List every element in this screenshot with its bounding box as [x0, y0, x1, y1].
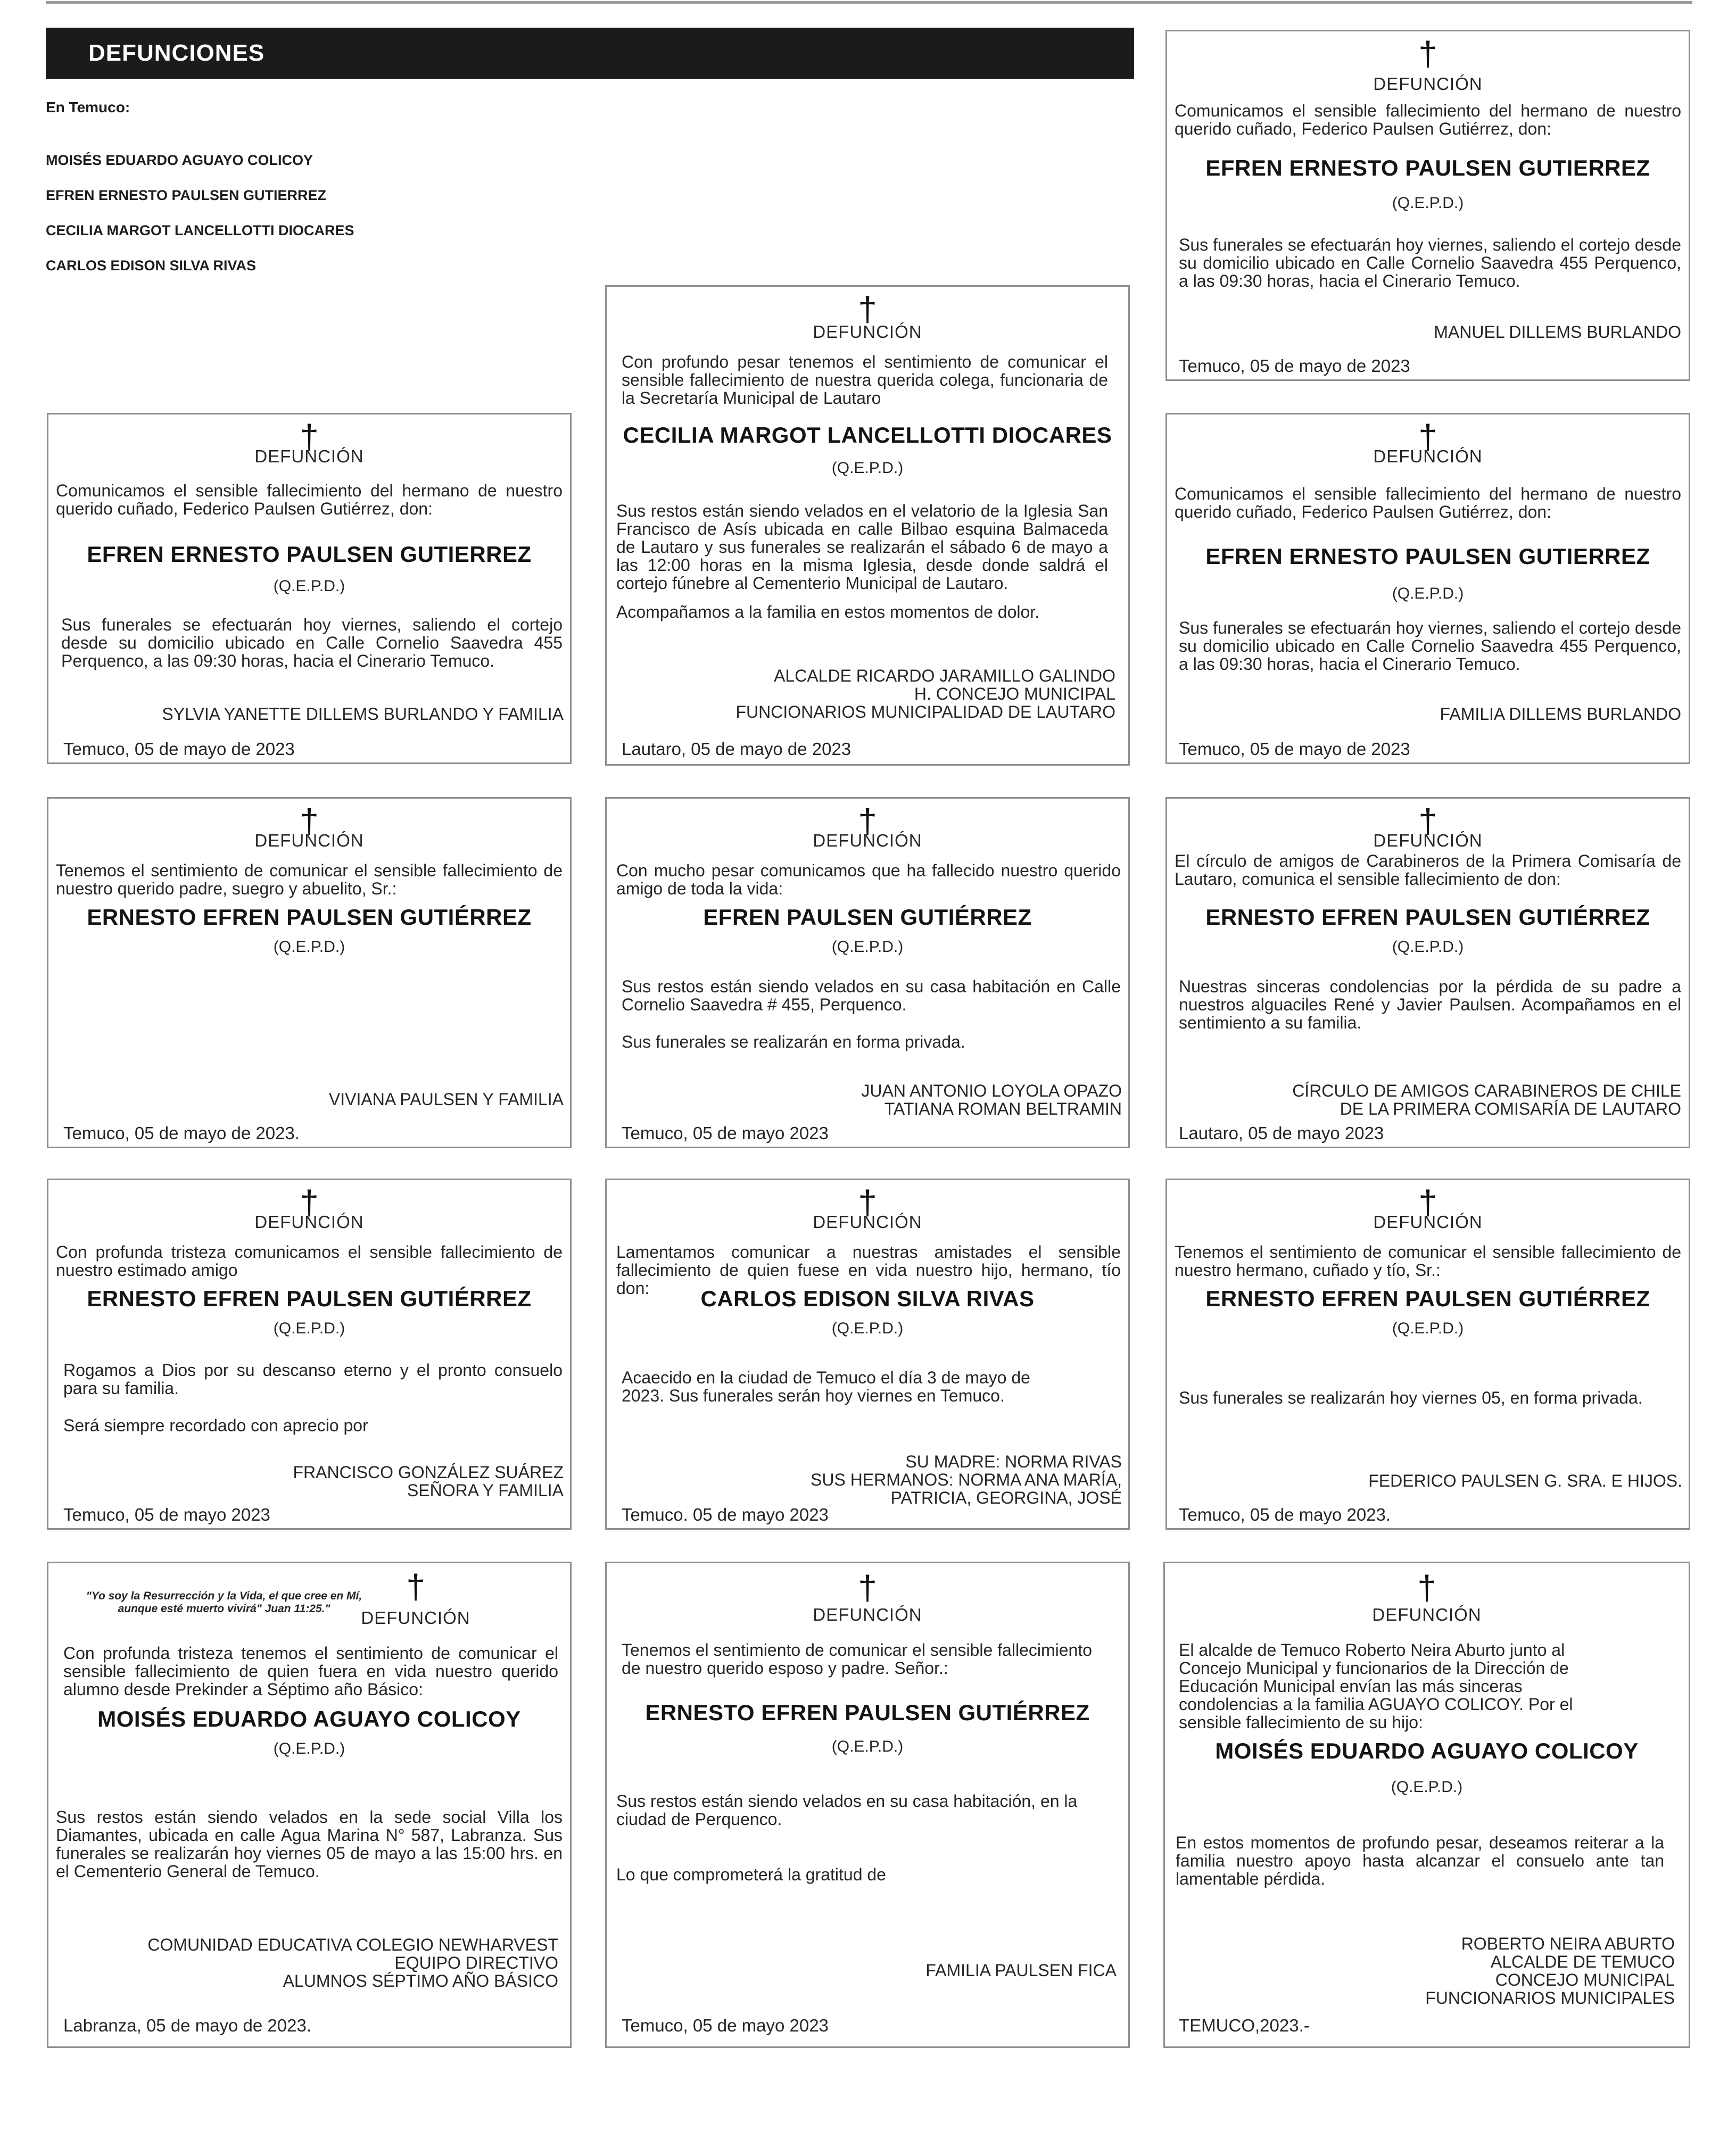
notice-header: DEFUNCIÓN — [813, 1605, 922, 1624]
obituary-notice — [47, 1179, 572, 1530]
deceased-name: CARLOS EDISON SILVA RIVAS — [700, 1286, 1035, 1311]
notice-header: DEFUNCIÓN — [813, 1212, 922, 1232]
qepd-label: (Q.E.P.D.) — [273, 1740, 345, 1757]
notice-signature: FRANCISCO GONZÁLEZ SUÁREZ SEÑORA Y FAMILIA — [293, 1463, 564, 1500]
notice-body: Sus restos están siendo velados en su casa habitación en Calle Cornelio Saavedra # 455, Perquenco. — [622, 977, 1121, 1014]
notice-signature: SYLVIA YANETTE DILLEMS BURLANDO Y FAMILIA — [162, 704, 564, 724]
notice-date: Temuco, 05 de mayo de 2023 — [1179, 356, 1410, 376]
notice-body: Sus restos están siendo velados en su casa habitación, en la ciudad de Perquenco. — [616, 1792, 1078, 1829]
notice-date: Temuco, 05 de mayo 2023 — [622, 1123, 829, 1143]
notice-header: DEFUNCIÓN — [1373, 831, 1483, 850]
notice-header: DEFUNCIÓN — [1373, 1212, 1483, 1232]
notice-signature: CÍRCULO DE AMIGOS CARABINEROS DE CHILE DE LA PRIMERA COMISARÍA DE LAUTARO — [1292, 1081, 1681, 1118]
notice-body: Rogamos a Dios por su descanso eterno y el pronto consuelo para su familia. — [63, 1361, 563, 1398]
notice-intro: Comunicamos el sensible fallecimiento del hermano de nuestro querido cuñado, Federico Paulsen Gutiérrez, don: — [56, 481, 563, 518]
deceased-name: ERNESTO EFREN PAULSEN GUTIÉRREZ — [645, 1700, 1090, 1725]
notice-date: Temuco, 05 de mayo de 2023 — [63, 739, 295, 759]
notice-intro: El círculo de amigos de Carabineros de la Primera Comisaría de Lautaro, comunica el sensible fallecimiento de don: — [1175, 851, 1681, 889]
notice-intro: Comunicamos el sensible fallecimiento del hermano de nuestro querido cuñado, Federico Paulsen Gutiérrez, don: — [1175, 484, 1681, 521]
notice-intro: Tenemos el sentimiento de comunicar el sensible fallecimiento de nuestro querido esposo y padre. Señor.: — [622, 1640, 1092, 1678]
qepd-label: (Q.E.P.D.) — [831, 938, 904, 956]
obituary-notice — [47, 797, 572, 1148]
notice-header: DEFUNCIÓN — [813, 831, 922, 850]
deceased-name: MOISÉS EDUARDO AGUAYO COLICOY — [97, 1706, 521, 1731]
deceased-name: EFREN ERNESTO PAULSEN GUTIERREZ — [87, 542, 532, 567]
notice-body: Acompañamos a la familia en estos momentos de dolor. — [616, 602, 1040, 621]
qepd-label: (Q.E.P.D.) — [273, 577, 345, 595]
notice-intro: Con profundo pesar tenemos el sentimiento de comunicar el sensible fallecimiento de nuestra querida colega, funcionaria de la Secretaría Municipal de Lautaro — [622, 352, 1108, 408]
notice-signature: JUAN ANTONIO LOYOLA OPAZO TATIANA ROMAN BELTRAMIN — [861, 1081, 1122, 1118]
notice-body: Sus restos están siendo velados en el velatorio de la Iglesia San Francisco de Asís ubicada en calle Bilbao esquina Balmaceda de Lautaro y sus funerales se realizarán el sábado 6 de mayo a las 12:00 horas en la misma Iglesia, desde donde saldrá el cortejo fúnebre al Cementerio Municipal de Lautaro. — [616, 501, 1108, 593]
qepd-label: (Q.E.P.D.) — [1392, 585, 1464, 602]
deceased-list — [46, 152, 354, 293]
deceased-name: EFREN ERNESTO PAULSEN GUTIERREZ — [1205, 155, 1650, 180]
notice-header: DEFUNCIÓN — [361, 1608, 470, 1628]
obituary-notice — [605, 1179, 1130, 1530]
notice-intro: Tenemos el sentimiento de comunicar el sensible fallecimiento de nuestro hermano, cuñado y tío, Sr.: — [1175, 1242, 1681, 1280]
notice-body: Sus restos están siendo velados en la sede social Villa los Diamantes, ubicada en calle Agua Marina N° 587, Labranza. Sus funerales se realizarán hoy viernes 05 de mayo a las 15:00 hrs. en el Cementerio General de Temuco. — [56, 1807, 563, 1881]
cross-icon: † — [858, 1569, 877, 1607]
notice-header: DEFUNCIÓN — [1373, 74, 1483, 94]
city-label: En Temuco: — [46, 99, 130, 115]
obituary-notice — [1165, 797, 1690, 1148]
qepd-label: (Q.E.P.D.) — [1392, 938, 1464, 956]
cross-icon: † — [1418, 802, 1437, 840]
cross-icon: † — [858, 290, 877, 328]
obituary-notice — [1165, 413, 1690, 764]
bible-quote: "Yo soy la Resurrección y la Vida, el que cree en Mí, aunque esté muerto vivirá" Juan 11:25." — [86, 1590, 362, 1615]
notice-header: DEFUNCIÓN — [254, 1212, 364, 1232]
obituary-notice — [1163, 1562, 1690, 2048]
notice-date: Temuco, 05 de mayo 2023 — [622, 2016, 829, 2035]
deceased-name: ERNESTO EFREN PAULSEN GUTIÉRREZ — [87, 1286, 532, 1311]
qepd-label: (Q.E.P.D.) — [831, 1738, 904, 1755]
cross-icon: † — [1418, 418, 1437, 456]
notice-signature: COMUNIDAD EDUCATIVA COLEGIO NEWHARVEST EQUIPO DIRECTIVO ALUMNOS SÉPTIMO AÑO BÁSICO — [147, 1935, 558, 1991]
qepd-label: (Q.E.P.D.) — [831, 459, 904, 477]
qepd-label: (Q.E.P.D.) — [273, 1320, 345, 1337]
obituary-notice — [605, 285, 1130, 766]
notice-body: Sus funerales se realizarán hoy viernes 05, en forma privada. — [1179, 1388, 1643, 1407]
notice-body: Lo que comprometerá la gratitud de — [616, 1865, 886, 1884]
notice-date: Lautaro, 05 de mayo 2023 — [1179, 1123, 1384, 1143]
cross-icon: † — [1418, 1183, 1437, 1222]
notice-signature: FAMILIA PAULSEN FICA — [925, 1961, 1117, 1980]
deceased-name: ERNESTO EFREN PAULSEN GUTIÉRREZ — [1205, 1286, 1650, 1311]
deceased-name: EFREN PAULSEN GUTIÉRREZ — [703, 905, 1032, 930]
notice-body: Sus funerales se efectuarán hoy viernes, saliendo el cortejo desde su domicilio ubicado en Calle Cornelio Saavedra 455 Perquenco, a las 09:30 horas, hacia el Cinerario Temuco. — [61, 615, 563, 670]
obituary-notice — [47, 413, 572, 764]
notice-signature: SU MADRE: NORMA RIVAS SUS HERMANOS: NORMA ANA MARÍA, PATRICIA, GEORGINA, JOSÉ — [811, 1452, 1122, 1507]
notice-body: Sus funerales se efectuarán hoy viernes, saliendo el cortejo desde su domicilio ubicado en Calle Cornelio Saavedra 455 Perquenco, a las 09:30 horas, hacia el Cinerario Temuco. — [1179, 618, 1681, 674]
notice-body: Será siempre recordado con aprecio por — [63, 1416, 368, 1435]
cross-icon: † — [1418, 35, 1437, 73]
section-title: DEFUNCIONES — [46, 28, 1134, 79]
notice-header: DEFUNCIÓN — [254, 831, 364, 850]
notice-body: En estos momentos de profundo pesar, deseamos reiterar a la familia nuestro apoyo hasta alcanzar el consuelo ante tan lamentable pérdida. — [1176, 1833, 1664, 1888]
notice-signature: FAMILIA DILLEMS BURLANDO — [1440, 704, 1681, 724]
cross-icon: † — [858, 802, 877, 840]
deceased-list-item: EFREN ERNESTO PAULSEN GUTIERREZ — [46, 187, 327, 203]
deceased-name: EFREN ERNESTO PAULSEN GUTIERREZ — [1205, 544, 1650, 569]
notice-date: Lautaro, 05 de mayo de 2023 — [622, 739, 852, 759]
cross-icon: † — [300, 802, 319, 840]
notice-body: Sus funerales se efectuarán hoy viernes, saliendo el cortejo desde su domicilio ubicado en Calle Cornelio Saavedra 455 Perquenco, a las 09:30 horas, hacia el Cinerario Temuco. — [1179, 235, 1681, 291]
notice-date: Temuco. 05 de mayo 2023 — [622, 1505, 829, 1524]
obituary-notice — [605, 1562, 1130, 2048]
notice-intro: Con mucho pesar comunicamos que ha fallecido nuestro querido amigo de toda la vida: — [616, 861, 1121, 898]
deceased-list-item: CECILIA MARGOT LANCELLOTTI DIOCARES — [46, 222, 354, 238]
notice-body: Sus funerales se realizarán en forma privada. — [622, 1032, 965, 1051]
notice-date: Temuco, 05 de mayo 2023. — [1179, 1505, 1391, 1524]
top-rule — [46, 1, 1692, 4]
qepd-label: (Q.E.P.D.) — [1391, 1778, 1463, 1796]
deceased-name: MOISÉS EDUARDO AGUAYO COLICOY — [1215, 1738, 1639, 1763]
notice-signature: ALCALDE RICARDO JARAMILLO GALINDO H. CONCEJO MUNICIPAL FUNCIONARIOS MUNICIPALIDAD DE LAUTARO — [735, 666, 1115, 722]
deceased-name: CECILIA MARGOT LANCELLOTTI DIOCARES — [623, 422, 1112, 447]
notice-signature: VIVIANA PAULSEN Y FAMILIA — [328, 1090, 564, 1109]
qepd-label: (Q.E.P.D.) — [273, 938, 345, 956]
notice-signature: ROBERTO NEIRA ABURTO ALCALDE DE TEMUCO CONCEJO MUNICIPAL FUNCIONARIOS MUNICIPALES — [1425, 1934, 1675, 2008]
notice-date: Temuco, 05 de mayo de 2023 — [1179, 739, 1410, 759]
qepd-label: (Q.E.P.D.) — [1392, 194, 1464, 212]
notice-date: Temuco, 05 de mayo de 2023. — [63, 1123, 300, 1143]
obituary-notice — [1165, 30, 1690, 381]
notice-header: DEFUNCIÓN — [254, 446, 364, 466]
notice-signature: FEDERICO PAULSEN G. SRA. E HIJOS. — [1368, 1471, 1682, 1490]
notice-intro: Comunicamos el sensible fallecimiento del hermano de nuestro querido cuñado, Federico Paulsen Gutiérrez, don: — [1175, 101, 1681, 138]
cross-icon: † — [300, 1183, 319, 1222]
notice-header: DEFUNCIÓN — [1372, 1605, 1482, 1624]
notice-intro: Con profunda tristeza comunicamos el sensible fallecimiento de nuestro estimado amigo — [56, 1242, 563, 1280]
notice-signature: MANUEL DILLEMS BURLANDO — [1434, 322, 1681, 342]
qepd-label: (Q.E.P.D.) — [831, 1320, 904, 1337]
cross-icon: † — [406, 1568, 425, 1606]
notice-date: Temuco, 05 de mayo 2023 — [63, 1505, 270, 1524]
notice-body: Nuestras sinceras condolencias por la pérdida de su padre a nuestros alguaciles René y Javier Paulsen. Acompañamos en el sentimiento a su familia. — [1179, 977, 1681, 1032]
notice-intro: Con profunda tristeza tenemos el sentimiento de comunicar el sensible fallecimiento de quien fuera en vida nuestro querido alumno desde Prekinder a Séptimo año Básico: — [63, 1644, 558, 1699]
notice-header: DEFUNCIÓN — [813, 322, 922, 342]
notice-header: DEFUNCIÓN — [1373, 446, 1483, 466]
deceased-name: ERNESTO EFREN PAULSEN GUTIÉRREZ — [87, 905, 532, 930]
notice-body: Acaecido en la ciudad de Temuco el día 3 de mayo de 2023. Sus funerales serán hoy viernes en Temuco. — [622, 1368, 1030, 1405]
notice-intro: Lamentamos comunicar a nuestras amistades el sensible fallecimiento de quien fuese en vida nuestro hijo, hermano, tío don: — [616, 1242, 1121, 1298]
deceased-name: ERNESTO EFREN PAULSEN GUTIÉRREZ — [1205, 905, 1650, 930]
notice-intro: El alcalde de Temuco Roberto Neira Aburto junto al Concejo Municipal y funcionarios de la Dirección de Educación Municipal envían las más sinceras condolencias a la familia AGUAYO COLICOY. Por el sensible fallecimiento de su hijo: — [1179, 1640, 1573, 1732]
notice-intro: Tenemos el sentimiento de comunicar el sensible fallecimiento de nuestro querido padre, suegro y abuelito, Sr.: — [56, 861, 563, 898]
deceased-list-item: CARLOS EDISON SILVA RIVAS — [46, 258, 257, 273]
cross-icon: † — [858, 1183, 877, 1222]
obituary-notice — [47, 1562, 572, 2048]
qepd-label: (Q.E.P.D.) — [1392, 1320, 1464, 1337]
obituary-notice — [605, 797, 1130, 1148]
obituary-notice — [1165, 1179, 1690, 1530]
cross-icon: † — [300, 418, 319, 456]
notice-date: TEMUCO,2023.- — [1179, 2016, 1310, 2035]
deceased-list-item: MOISÉS EDUARDO AGUAYO COLICOY — [46, 152, 313, 168]
cross-icon: † — [1417, 1569, 1436, 1607]
notice-date: Labranza, 05 de mayo de 2023. — [63, 2016, 312, 2035]
